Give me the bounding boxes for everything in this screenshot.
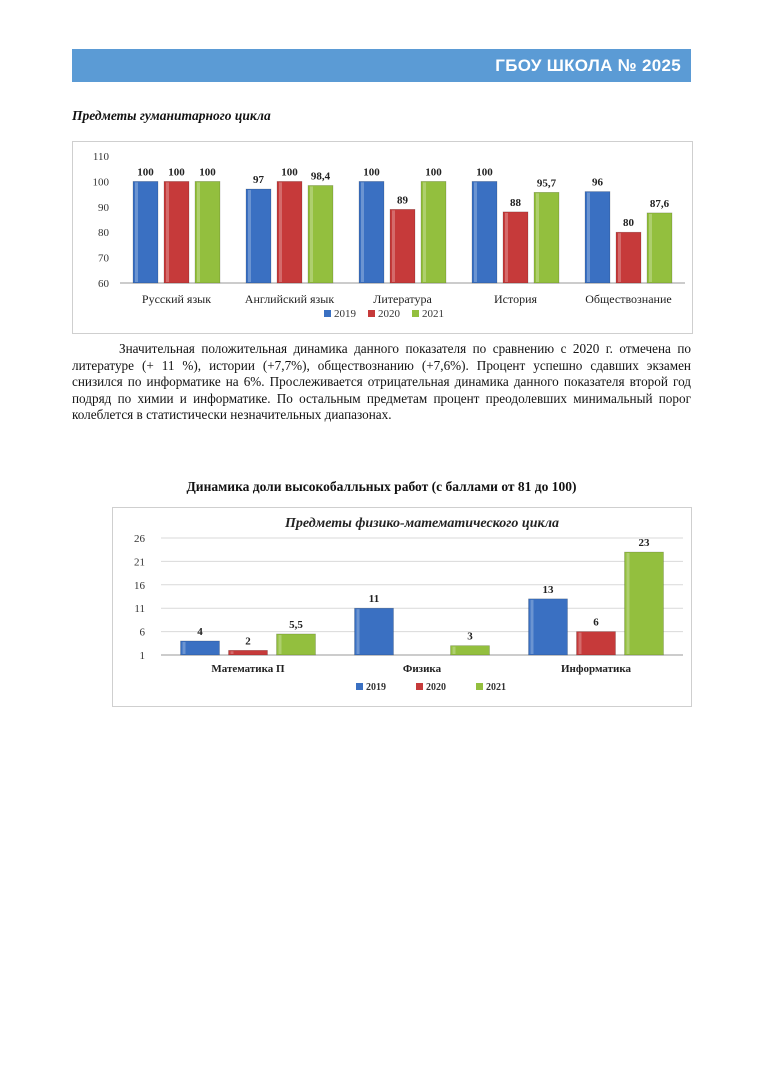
bar-highlight	[183, 642, 186, 654]
bar-2020-математика-п	[229, 650, 268, 655]
data-label: 95,7	[536, 177, 557, 190]
legend-label-2019: 2019	[334, 308, 356, 320]
section-title: Предметы гуманитарного цикла	[72, 108, 271, 123]
bar-2020-информатика	[577, 632, 616, 655]
legend-swatch-2020	[368, 310, 375, 317]
data-label: 6	[593, 616, 599, 629]
y-tick-label: 21	[134, 556, 145, 569]
legend-swatch-2021	[476, 683, 483, 690]
bar-highlight	[474, 182, 477, 282]
y-tick-label: 100	[92, 176, 109, 189]
y-tick-label: 1	[139, 650, 145, 662]
y-tick-label: 80	[98, 227, 109, 240]
bar-highlight	[231, 651, 234, 654]
legend-label-2020: 2020	[426, 682, 446, 693]
bar-highlight	[505, 213, 508, 282]
legend-label-2021: 2021	[422, 308, 444, 320]
bar-highlight	[248, 190, 251, 282]
bar-highlight	[279, 635, 282, 654]
data-label: 100	[476, 166, 493, 179]
y-tick-label: 26	[134, 533, 145, 545]
data-label: 100	[137, 166, 154, 179]
category-label: Русский язык	[141, 292, 212, 306]
data-label: 89	[397, 194, 408, 207]
legend-label-2019: 2019	[366, 682, 386, 693]
school-title: ГБОУ ШКОЛА № 2025	[495, 55, 681, 75]
humanities-chart	[72, 141, 693, 334]
chart-title: Предметы физико-математического цикла	[284, 516, 560, 531]
data-label: 88	[510, 196, 521, 209]
bar-2021-информатика	[625, 552, 664, 655]
data-label: 98,4	[310, 170, 331, 183]
data-label: 100	[199, 166, 216, 179]
data-label: 80	[623, 217, 634, 230]
bar-highlight	[579, 633, 582, 654]
bar-highlight	[618, 233, 621, 282]
data-label: 100	[281, 166, 298, 179]
bar-highlight	[135, 182, 138, 282]
y-tick-label: 11	[134, 603, 145, 616]
data-label: 96	[592, 176, 603, 189]
category-label: Физика	[402, 663, 442, 675]
legend-label-2020: 2020	[378, 308, 400, 320]
y-tick-label: 16	[134, 579, 145, 592]
data-label: 11	[368, 593, 380, 606]
bar-highlight	[536, 193, 539, 282]
bar-2021-математика-п	[277, 634, 316, 655]
data-label: 100	[363, 166, 380, 179]
legend-swatch-2019	[356, 683, 363, 690]
category-label: Информатика	[560, 663, 632, 675]
bar-highlight	[627, 553, 630, 654]
analysis-paragraph: Значительная положительная динамика данного показателя по сравнению с 2020 г. отмечена по литературе (+ 11 %), истории (+7,7%), обществознанию (+7,6%). Процент успешно сдавших экзамен снизился по информатике на 6%. Прослеживается отрицательная динамика данного показателя второй год подряд по химии и информатике. По остальным предметам процент преодолевших минимальный порог колеблется в статистически незначительных диапазонах.	[72, 341, 691, 422]
bar-2021-физика	[451, 646, 490, 655]
legend-label-2021: 2021	[486, 682, 506, 693]
bar-highlight	[587, 193, 590, 282]
data-label: 87,6	[649, 197, 670, 210]
data-label: 97	[253, 174, 264, 187]
bar-highlight	[392, 210, 395, 282]
physmath-chart-svg	[113, 508, 691, 706]
data-label: 100	[168, 166, 185, 179]
header-bar	[72, 49, 691, 82]
data-label: 4	[197, 625, 203, 638]
y-tick-label: 70	[98, 252, 109, 265]
bar-highlight	[166, 182, 169, 282]
legend-swatch-2019	[324, 310, 331, 317]
humanities-chart-svg	[73, 142, 692, 333]
bar-highlight	[361, 182, 364, 282]
bar-highlight	[310, 186, 313, 282]
legend-swatch-2020	[416, 683, 423, 690]
data-label: 5,5	[289, 618, 303, 631]
physmath-chart	[112, 507, 692, 707]
data-label: 13	[542, 583, 554, 596]
data-label: 100	[425, 166, 442, 179]
category-label: История	[493, 292, 538, 306]
data-label: 3	[467, 630, 473, 643]
bar-highlight	[279, 182, 282, 282]
data-label: 23	[638, 537, 650, 550]
bar-highlight	[197, 182, 200, 282]
bar-2019-физика	[355, 608, 394, 655]
y-tick-label: 60	[98, 278, 109, 290]
bar-highlight	[531, 600, 534, 654]
y-tick-label: 90	[98, 201, 109, 214]
bar-highlight	[453, 647, 456, 654]
category-label: Английский язык	[244, 292, 335, 306]
bar-highlight	[649, 214, 652, 282]
category-label: Математика П	[211, 663, 285, 675]
chart2-heading: Динамика доли высокобалльных работ (с баллами от 81 до 100)	[186, 479, 577, 494]
category-label: Обществознание	[585, 292, 672, 306]
bar-2019-математика-п	[181, 641, 220, 655]
legend-swatch-2021	[412, 310, 419, 317]
category-label: Литература	[373, 292, 432, 306]
bar-2019-информатика	[529, 599, 568, 655]
bar-highlight	[357, 609, 360, 654]
bar-highlight	[423, 182, 426, 282]
y-tick-label: 110	[92, 151, 109, 163]
data-label: 2	[245, 635, 251, 648]
y-tick-label: 6	[139, 626, 145, 639]
